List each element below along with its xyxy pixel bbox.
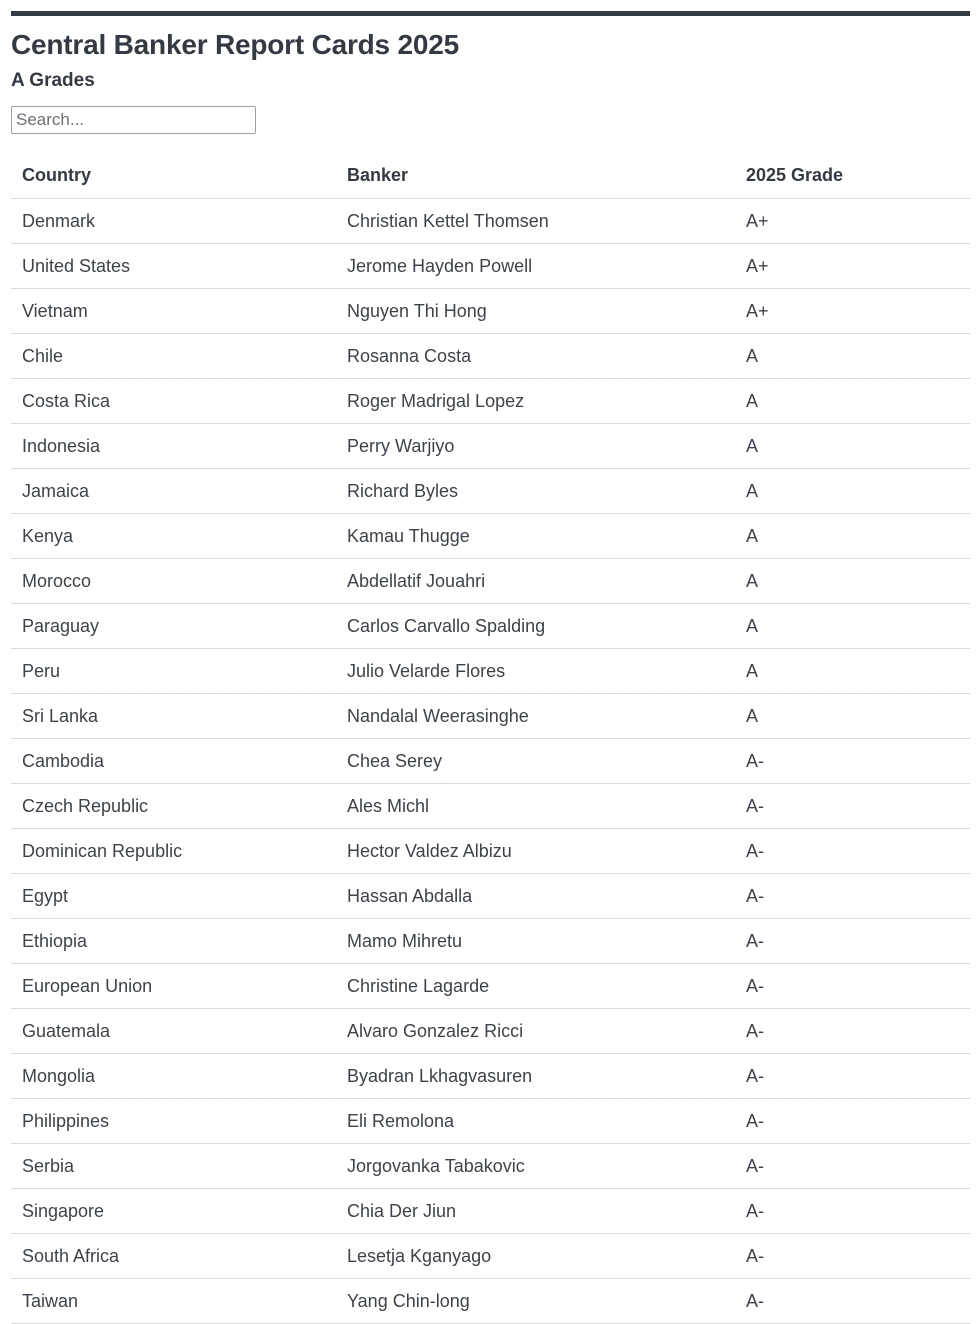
table-row: [11, 964, 970, 1009]
grade-cell: A-: [735, 1234, 970, 1279]
banker-cell: Ales Michl: [336, 784, 735, 829]
country-cell: Ethiopia: [11, 919, 336, 964]
table-row: [11, 1099, 970, 1144]
banker-cell: Eli Remolona: [336, 1099, 735, 1144]
country-cell: Philippines: [11, 1099, 336, 1144]
table-row: [11, 559, 970, 604]
grade-cell: A-: [735, 964, 970, 1009]
table-row: [11, 604, 970, 649]
grade-cell: A: [735, 424, 970, 469]
country-cell: Serbia: [11, 1144, 336, 1189]
top-rule: [11, 11, 970, 16]
banker-cell: Hector Valdez Albizu: [336, 829, 735, 874]
grade-cell: A: [735, 559, 970, 604]
table-row: [11, 874, 970, 919]
column-header-country[interactable]: Country: [11, 152, 336, 199]
banker-cell: Christian Kettel Thomsen: [336, 199, 735, 244]
country-cell: Morocco: [11, 559, 336, 604]
grade-cell: A: [735, 604, 970, 649]
table-row: [11, 244, 970, 289]
header-row: [11, 152, 970, 199]
country-cell: Jamaica: [11, 469, 336, 514]
grade-cell: A-: [735, 1009, 970, 1054]
banker-cell: Mamo Mihretu: [336, 919, 735, 964]
country-cell: Chile: [11, 334, 336, 379]
table-row: [11, 649, 970, 694]
grade-cell: A-: [735, 1279, 970, 1324]
table-row: [11, 199, 970, 244]
grade-cell: A-: [735, 1099, 970, 1144]
grade-cell: A-: [735, 829, 970, 874]
table-row: [11, 694, 970, 739]
page-subtitle: A Grades: [11, 70, 95, 91]
banker-cell: Nandalal Weerasinghe: [336, 694, 735, 739]
country-cell: Costa Rica: [11, 379, 336, 424]
search-input[interactable]: [11, 106, 256, 134]
table-row: [11, 1144, 970, 1189]
grades-table: [11, 152, 970, 1324]
banker-cell: Hassan Abdalla: [336, 874, 735, 919]
country-cell: Indonesia: [11, 424, 336, 469]
table-row: [11, 1279, 970, 1324]
country-cell: Denmark: [11, 199, 336, 244]
banker-cell: Kamau Thugge: [336, 514, 735, 559]
column-header-banker[interactable]: Banker: [336, 152, 735, 199]
country-cell: Czech Republic: [11, 784, 336, 829]
country-cell: Vietnam: [11, 289, 336, 334]
table-row: [11, 739, 970, 784]
table-row: [11, 1234, 970, 1279]
grade-cell: A+: [735, 289, 970, 334]
grade-cell: A-: [735, 1054, 970, 1099]
country-cell: Cambodia: [11, 739, 336, 784]
grade-cell: A: [735, 379, 970, 424]
banker-cell: Jorgovanka Tabakovic: [336, 1144, 735, 1189]
banker-cell: Christine Lagarde: [336, 964, 735, 1009]
grade-cell: A: [735, 469, 970, 514]
country-cell: United States: [11, 244, 336, 289]
banker-cell: Perry Warjiyo: [336, 424, 735, 469]
table-body: [11, 199, 970, 1324]
table-row: [11, 919, 970, 964]
grade-cell: A+: [735, 199, 970, 244]
banker-cell: Yang Chin-long: [336, 1279, 735, 1324]
table-row: [11, 469, 970, 514]
country-cell: South Africa: [11, 1234, 336, 1279]
banker-cell: Lesetja Kganyago: [336, 1234, 735, 1279]
grade-cell: A: [735, 514, 970, 559]
grade-cell: A-: [735, 784, 970, 829]
banker-cell: Byadran Lkhagvasuren: [336, 1054, 735, 1099]
table-row: [11, 379, 970, 424]
banker-cell: Nguyen Thi Hong: [336, 289, 735, 334]
table-row: [11, 334, 970, 379]
banker-cell: Chia Der Jiun: [336, 1189, 735, 1234]
banker-cell: Roger Madrigal Lopez: [336, 379, 735, 424]
banker-cell: Alvaro Gonzalez Ricci: [336, 1009, 735, 1054]
table-header: [11, 152, 970, 199]
country-cell: Dominican Republic: [11, 829, 336, 874]
banker-cell: Abdellatif Jouahri: [336, 559, 735, 604]
table-row: [11, 289, 970, 334]
country-cell: Paraguay: [11, 604, 336, 649]
country-cell: Singapore: [11, 1189, 336, 1234]
grade-cell: A: [735, 694, 970, 739]
country-cell: Sri Lanka: [11, 694, 336, 739]
country-cell: Peru: [11, 649, 336, 694]
page-title: Central Banker Report Cards 2025: [11, 29, 459, 60]
country-cell: European Union: [11, 964, 336, 1009]
table-row: [11, 784, 970, 829]
banker-cell: Chea Serey: [336, 739, 735, 784]
grade-cell: A-: [735, 1189, 970, 1234]
grade-cell: A: [735, 649, 970, 694]
country-cell: Taiwan: [11, 1279, 336, 1324]
grade-cell: A+: [735, 244, 970, 289]
country-cell: Egypt: [11, 874, 336, 919]
grade-cell: A: [735, 334, 970, 379]
grade-cell: A-: [735, 1144, 970, 1189]
grade-cell: A-: [735, 874, 970, 919]
table-row: [11, 424, 970, 469]
banker-cell: Rosanna Costa: [336, 334, 735, 379]
country-cell: Mongolia: [11, 1054, 336, 1099]
table-row: [11, 514, 970, 559]
banker-cell: Carlos Carvallo Spalding: [336, 604, 735, 649]
country-cell: Kenya: [11, 514, 336, 559]
table-row: [11, 1189, 970, 1234]
country-cell: Guatemala: [11, 1009, 336, 1054]
banker-cell: Julio Velarde Flores: [336, 649, 735, 694]
grade-cell: A-: [735, 919, 970, 964]
table-row: [11, 829, 970, 874]
banker-cell: Jerome Hayden Powell: [336, 244, 735, 289]
grade-cell: A-: [735, 739, 970, 784]
column-header-grade[interactable]: 2025 Grade: [735, 152, 970, 199]
table-row: [11, 1054, 970, 1099]
table-row: [11, 1009, 970, 1054]
banker-cell: Richard Byles: [336, 469, 735, 514]
